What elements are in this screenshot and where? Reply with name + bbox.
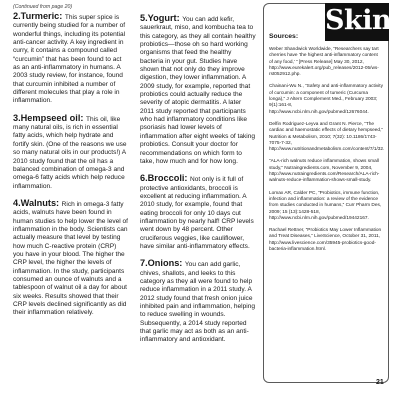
item-heading: 3.Hempseed oil: — [13, 112, 87, 123]
item-text: Not only is it full of protective antioxidants, broccoli is excellent at reducing inflammation. A 2010 study, for example, found that eating broccoli for only 10 days cut inflammation by nearly half! CRP levels went down by 48 percent. Other cruciferous veggies, like cauliflower, have similar anti-inflammatory effects. — [140, 176, 254, 250]
item-heading: 2.Turmeric: — [13, 11, 65, 21]
column-middle — [140, 14, 256, 353]
reference-list — [269, 47, 383, 259]
item-text: You can add kefir, sauerkraut, miso, and kombucha tea to this category, as they all contain healthy probiotics—those oh so hard working organisms that feed the healthy bacteria in your gut. Studies have shown that not only do they improve digestion, they lower inflammation. A 2009 study, for example, reported that probiotics could actually reduce the severity of atopic dermatitis. A later 2011 study reported that participants who had inflammatory conditions like psoriasis had lower levels of inflammation after eight weeks of taking probiotics. Consult your doctor for recommendations on which form to take, how much and for how long. — [140, 16, 256, 165]
reference-item: Weber Shandwick Worldwide, “Researchers say tart cherries have ‘the highest anti-inflammatory content of any food,’ ” [Press Release] May 30, 2012, http://www.eurekalert.org/pub_releases/2012-05/ws-rst052912.php. — [269, 47, 379, 78]
list-item — [13, 199, 128, 318]
list-item — [140, 14, 256, 166]
item-heading: 6.Broccoli: — [140, 173, 191, 184]
sources-heading: Sources: — [269, 33, 299, 40]
sources-sidebar — [263, 3, 392, 385]
reference-item: “ALA-rich walnuts reduce inflammation, shows small study,” Nutraingredients.com, November 9, 2004, http://www.nutraingredients.com/Research/ALA-rich-walnuts-reduce-inflammation-shows-small-study. — [269, 159, 380, 184]
list-item — [140, 174, 256, 251]
item-text: This oil, like many natural oils, is rich in essential fatty acids, which help hydrate and fortify skin. (One of the reasons we use so many natural oils in our products!) A 2010 study found that the oil has a balanced combination of omega-3 and omega-6 fatty acids which help reduce inflammation. — [13, 115, 127, 190]
reference-item: Delfin Rodriguez-Leyva and Grant N. Pierce, “The cardiac and haemostatic effects of dietary hempseed,” Nutrition & Metabolism, 2010; 7(32): 10.1186/1743-7075-7-32, http://www.nutritionandmetabolism.com/content/7/1/32. — [269, 121, 385, 153]
reference-item: Rachael Rettner, “Probiotics May Lower Inflammation and Treat Diseases,” LiveScience, October 31, 2011, http://www.livescience.com/35945-probiotics-good-bacteria-inflammation.html. — [269, 228, 382, 253]
list-item — [13, 12, 128, 106]
skin-logo: Skin — [325, 3, 389, 41]
item-text: This super spice is currently being studied for a number of wonderful things, including its potential anti-cancer activity. A key ingredient in curry, it contains a compound called “curcumin” that has been found to act as an anti-inflammatory in humans. A 2003 study review, for instance, found that curcumin inhibited a number of different molecules that play a role in inflammation. — [13, 14, 126, 105]
reference-item: Lomax AR, Calder PC, “Probiotics, immune function, infection and inflammation: a review of the evidence from studies conducted in humans,” Curr Pharm Des, 2009; 15 (13):1428-518, http://www.ncbi.nlm.nih.gov/pubmed/19442167. — [269, 190, 382, 221]
item-heading: 4.Walnuts: — [13, 197, 62, 208]
item-text: Rich in omega-3 fatty acids, walnuts have been found in human studies to help lower the level of inflammation in the body. Scientists can actually measure that level by testing how much C-reactive protein (CRP) you have in your blood. The higher the CRP level, the higher the levels of inflammation. In the study, participants consumed an ounce of walnuts and a tablespoon of walnut oil a day for about six weeks. Results showed that their CRP levels declined significantly as did their inflammation relatively. — [13, 200, 129, 317]
list-item — [13, 114, 128, 191]
column-left — [13, 4, 128, 326]
item-heading: 5.Yogurt: — [140, 13, 183, 23]
continued-note: (Continued from page 20) — [13, 4, 73, 10]
item-text: You can add garlic, chives, shallots, and leeks to this category as they all were found to help reduce inflammation in a 2011 study. A 2012 study found that fresh onion juice inhibited pain and inflammation, helping to reduce swelling in wounds. Subsequently, a 2014 study reported that garlic may act as both as an anti-inflammatory and antioxidant. — [140, 261, 256, 344]
page-number: 21 — [376, 379, 384, 386]
list-item — [140, 259, 256, 344]
reference-item: Chainani-Wu N., “Safety and anti-inflammatory activity of curcumin: a component of tumeric (Curcuma longa),” J Altern Complement Med., February 2003; 9(1):161-8, http://www.ncbi.nlm.nih.gov/pubmed/12676044. — [269, 84, 383, 115]
item-heading: 7.Onions: — [140, 258, 185, 269]
